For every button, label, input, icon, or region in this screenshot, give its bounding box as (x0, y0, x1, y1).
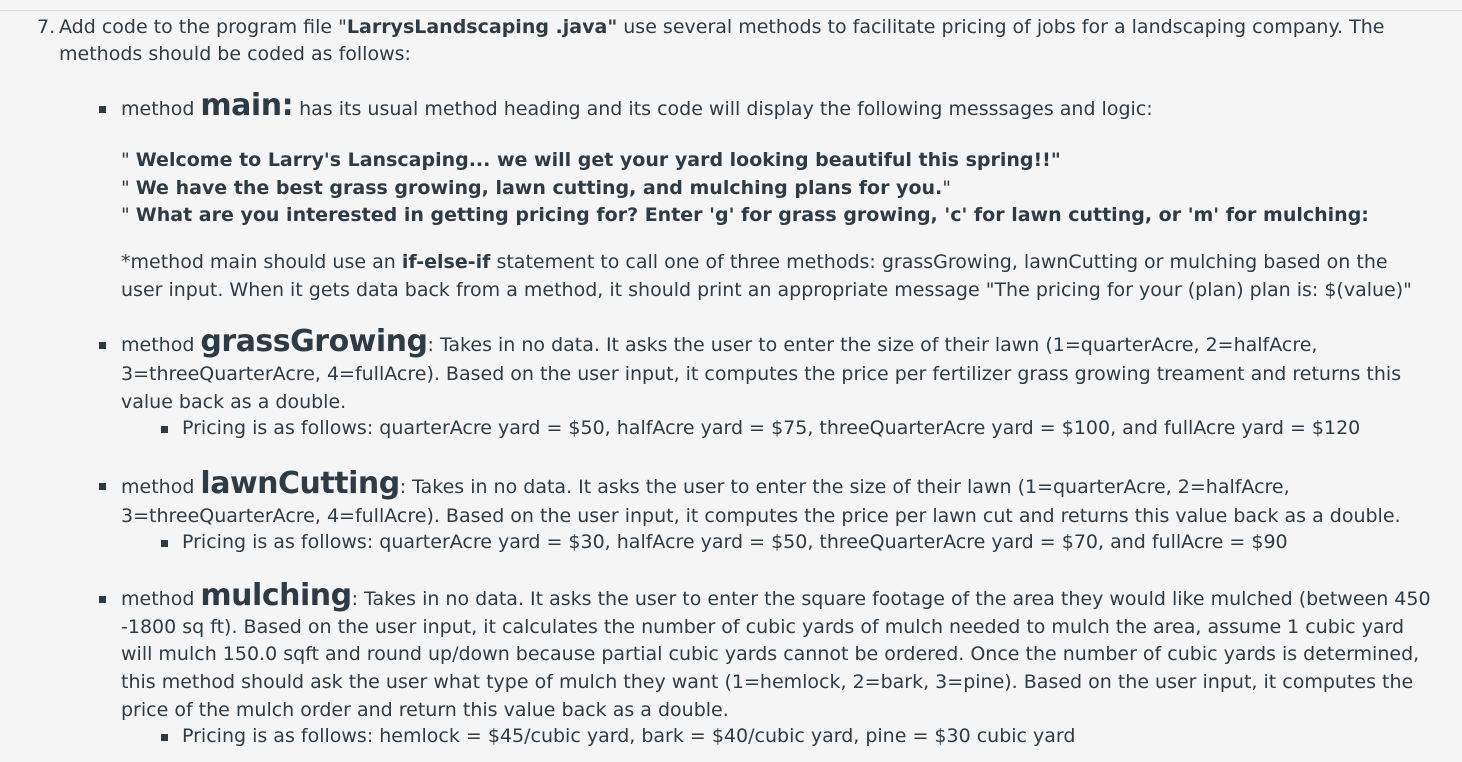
bullet-main (99, 106, 106, 113)
bullet-grass-pricing (161, 426, 168, 433)
method-mulch-name: mulching (200, 578, 352, 613)
method-main-prefix: method (121, 98, 201, 120)
lawn-pricing: Pricing is as follows: quarterAcre yard = $30, halfAcre yard = $50, threeQuarterAcre yard = $70, and fullAcre = $90 (182, 531, 1288, 553)
bullet-lawn-pricing (161, 540, 168, 547)
method-mulch-desc: : Takes in no data. It asks the user to enter the square footage of the area they would like mulched (between 450 -1800 sq ft). Based on the user input, it calculates the number of cubic yards of mulch needed to mulch the area, assume 1 cubic yard will mulch 150.0 sqft and round up/down because partial cubic yards cannot be ordered. Once the number of cubic yards is determined, this method should ask the user what type of mulch they want (1=hemlock, 2=bark, 3=pine). Based on the user input, it computes the price of the mulch order and return this value back as a double. (121, 588, 1431, 721)
item-7-text (59, 14, 1437, 68)
item-7 (37, 14, 1437, 68)
method-mulch (121, 578, 1431, 725)
method-grass (121, 324, 1431, 417)
method-main-name: main: (200, 88, 294, 123)
method-grass-name: grassGrowing (200, 324, 428, 359)
message-2-quote: " (121, 176, 136, 199)
message-1-quote: " (121, 149, 136, 171)
message-2-text: We have the best grass growing, lawn cutting, and mulching plans for you. (135, 176, 943, 199)
message-3-quote: " (121, 204, 136, 226)
method-lawn-prefix: method (121, 476, 201, 498)
method-grass-desc: : Takes in no data. It asks the user to enter the size of their lawn (1=quarterAcre, 2=halfAcre, 3=threeQuarterAcre, 4=fullAcre). Based on the user input, it computes the price per fertilizer grass growing treament and returns this value back as a double. (121, 334, 1402, 413)
bullet-grass (99, 342, 106, 349)
main-note (121, 248, 1431, 304)
message-1-text: Welcome to Larry's Lanscaping... we will get your yard looking beautiful this spring!!" (135, 149, 1061, 171)
welcome-messages (121, 147, 1431, 230)
bullet-lawn (99, 483, 106, 490)
method-lawn (121, 466, 1431, 531)
main-note-b: statement to call one of three methods: grassGrowing, lawnCutting or mulching based on the user input. When it gets data back from a method, it should print an appropriate message "The pricing for your (plan) plan is: $(value)" (121, 251, 1412, 301)
main-note-a: *method main should use an (121, 251, 402, 273)
bullet-mulch-pricing (161, 734, 168, 741)
message-3 (121, 202, 1431, 230)
method-lawn-name: lawnCutting (200, 466, 400, 501)
mulch-pricing: Pricing is as follows: hemlock = $45/cubic yard, bark = $40/cubic yard, pine = $30 cubic yard (182, 725, 1076, 747)
method-grass-prefix: method (121, 334, 201, 356)
file-name: LarrysLandscaping .java" (346, 16, 618, 38)
message-2-end: " (942, 176, 951, 199)
method-main (121, 88, 1431, 123)
bullet-mulch (99, 596, 106, 603)
intro-text-a: Add code to the program file " (59, 16, 347, 38)
top-divider (0, 10, 1462, 11)
method-lawn-desc: : Takes in no data. It asks the user to enter the size of their lawn (1=quarterAcre, 2=halfAcre, 3=threeQuarterAcre, 4=fullAcre). Based on the user input, it computes the price per lawn cut and returns this value back as a double. (121, 476, 1401, 527)
grass-pricing: Pricing is as follows: quarterAcre yard = $50, halfAcre yard = $75, threeQuarterAcre yard = $100, and fullAcre yard = $120 (182, 417, 1361, 439)
main-note-bold: if-else-if (401, 251, 491, 273)
message-3-text: What are you interested in getting pricing for? Enter 'g' for grass growing, 'c' for lawn cutting, or 'm' for mulching: (135, 204, 1369, 226)
method-main-desc: has its usual method heading and its code will display the following messsages and logic: (293, 98, 1153, 120)
item-number: 7. (37, 16, 56, 38)
method-mulch-prefix: method (121, 588, 201, 610)
intro-text-b: use several methods to facilitate pricing of jobs for a landscaping company. The methods should be coded as follows: (59, 16, 1385, 65)
message-2 (121, 175, 1431, 203)
message-1 (121, 147, 1431, 175)
